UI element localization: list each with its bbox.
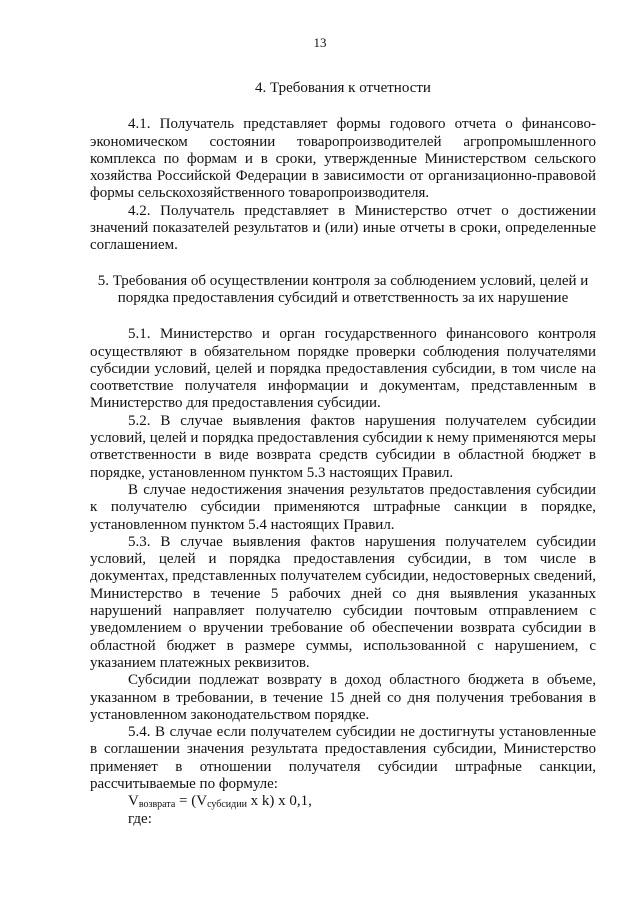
formula-where: где: [128, 810, 152, 827]
penalty-formula [90, 793, 596, 810]
section-5-title: 5. Требования об осуществлении контроля за соблюдением условий, целей и порядка предоставления субсидий и ответственность за их нарушение [97, 272, 589, 306]
paragraph-5-2: 5.2. В случае выявления фактов нарушения получателем субсидии условий, целей и порядка предоставления субсидии к нему применяются меры ответственности в виде возврата средств субсидии в областной бюджет в порядке, установленном пунктом 5.3 настоящих Правил. [90, 412, 596, 481]
formula-v: V [128, 793, 139, 810]
paragraph-5-2-extra: В случае недостижения значения результатов предоставления субсидии к получателю субсидии применяются штрафные санкции в порядке, установленном пунктом 5.4 настоящих Правил. [90, 481, 596, 533]
paragraph-5-1: 5.1. Министерство и орган государственного финансового контроля осуществляют в обязательном порядке проверки соблюдения получателями субсидии условий, целей и порядка предоставления субсидии, в том числе на соответствие получателя информации и документам, представленным в Министерство для предоставления субсидии. [90, 326, 596, 412]
formula-sub-return: возврата [138, 799, 176, 811]
paragraph-4-1: 4.1. Получатель представляет формы годового отчета о финансово-экономическом состоянии товаропроизводителей агропромышленного комплекса по формам и в сроки, утвержденные Министерством сельского хозяйства Российской Федерации в зависимости от организационно-правовой формы сельскохозяйственного товаропроизводителя. [90, 116, 596, 202]
paragraph-4-2: 4.2. Получатель представляет в Министерство отчет о достижении значений показателей результатов и (или) иные отчеты в сроки, определенные соглашением. [90, 202, 596, 254]
paragraph-5-4: 5.4. В случае если получателем субсидии не достигнуты установленные в соглашении значения результата предоставления субсидии, Министерство применяет в отношении получателя субсидии штрафные санкции, рассчитываемые по формуле: [90, 724, 596, 792]
section-4-title: 4. Требования к отчетности [255, 80, 431, 96]
document-body [90, 80, 596, 828]
page-number: 13 [313, 35, 327, 50]
formula-rest: x k) x 0,1, [246, 793, 312, 810]
paragraph-5-3: 5.3. В случае выявления фактов нарушения получателем субсидии условий, целей и порядка предоставления субсидии, в том числе в документах, представленных получателем субсидии, недостоверных сведений, Министерство в течение 5 рабочих дней со дня выявления указанных нарушений направляет получателю субсидии почтовым отправлением с уведомлением о вручении требование об обеспечении возврата субсидии в областной бюджет в размере суммы, использованной с нарушением, с указанием платежных реквизитов. [90, 533, 596, 671]
paragraph-5-3-extra: Субсидии подлежат возврату в доход областного бюджета в объеме, указанном в требовании, в течение 15 дней со дня получения требования в установленном законодательством порядке. [90, 672, 596, 723]
formula-sub-subsidy: субсидии [207, 799, 247, 811]
formula-eq: = (V [175, 793, 208, 810]
